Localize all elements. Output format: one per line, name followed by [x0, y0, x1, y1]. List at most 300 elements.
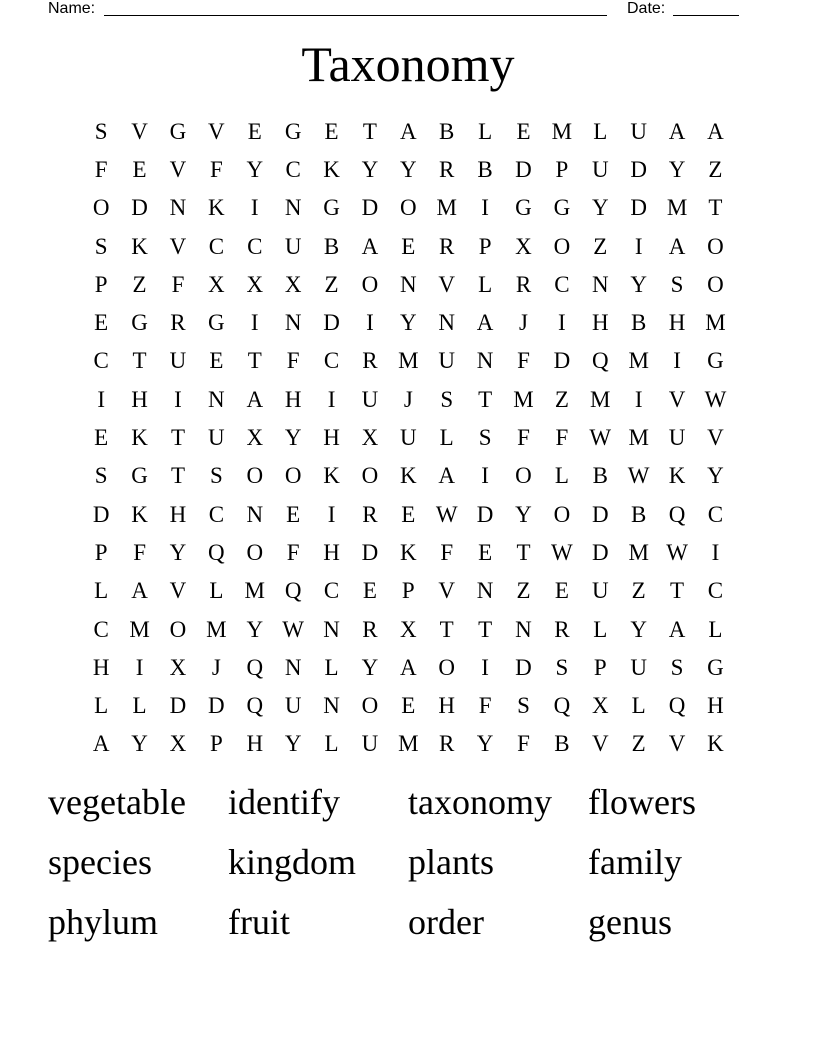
- grid-letter: C: [554, 271, 570, 297]
- grid-letter: I: [481, 195, 489, 221]
- grid-letter: C: [323, 578, 340, 604]
- word-list-item: fruit: [228, 902, 290, 942]
- grid-letter: O: [515, 463, 532, 489]
- grid-letter: M: [244, 578, 265, 604]
- grid-letter: B: [630, 310, 647, 336]
- grid-letter: X: [591, 693, 609, 719]
- grid-letter: E: [94, 425, 109, 451]
- grid-letter: W: [627, 463, 650, 489]
- grid-letter: Q: [208, 539, 225, 565]
- grid-letter: N: [400, 271, 417, 297]
- grid-letter: E: [209, 348, 224, 374]
- grid-letter: O: [361, 693, 379, 719]
- grid-letter: N: [591, 271, 609, 297]
- grid-letter: F: [517, 425, 530, 451]
- grid-letter: D: [630, 195, 647, 221]
- grid-letter: S: [94, 233, 108, 259]
- grid-letter: E: [401, 693, 416, 719]
- grid-letter: L: [593, 118, 608, 144]
- grid-letter: B: [630, 501, 647, 527]
- grid-letter: O: [553, 233, 571, 259]
- grid-letter: E: [132, 156, 147, 182]
- grid-letter: U: [438, 348, 456, 374]
- grid-letter: V: [438, 578, 456, 604]
- grid-letter: G: [707, 654, 724, 680]
- grid-letter: L: [94, 693, 109, 719]
- grid-letter: L: [324, 731, 339, 757]
- grid-letter: A: [246, 386, 264, 412]
- grid-letter: R: [362, 616, 378, 642]
- grid-letter: I: [673, 348, 681, 374]
- grid-letter: Y: [630, 616, 647, 642]
- grid-letter: N: [476, 578, 494, 604]
- grid-letter: X: [284, 271, 302, 297]
- grid-letter: F: [478, 693, 492, 719]
- word-list-item: plants: [408, 842, 494, 882]
- grid-letter: P: [555, 156, 569, 182]
- grid-letter: H: [323, 539, 340, 565]
- grid-letter: R: [170, 310, 186, 336]
- grid-letter: L: [132, 693, 147, 719]
- grid-letter: A: [668, 233, 686, 259]
- grid-letter: B: [592, 463, 608, 489]
- grid-letter: B: [323, 233, 340, 259]
- grid-letter: Y: [246, 616, 264, 642]
- grid-letter: U: [591, 156, 609, 182]
- grid-letter: D: [92, 501, 110, 527]
- grid-letter: J: [519, 310, 528, 336]
- grid-letter: I: [174, 386, 182, 412]
- grid-letter: H: [131, 386, 148, 412]
- word-list-item: species: [48, 842, 152, 882]
- grid-letter: T: [247, 348, 262, 374]
- grid-letter: C: [323, 348, 340, 374]
- grid-letter: D: [323, 310, 340, 336]
- grid-letter: L: [94, 578, 109, 604]
- grid-letter: P: [209, 731, 223, 757]
- grid-letter: J: [211, 654, 221, 680]
- grid-letter: A: [707, 118, 724, 144]
- grid-letter: V: [169, 233, 187, 259]
- grid-letter: T: [132, 348, 147, 374]
- grid-letter: K: [208, 195, 225, 221]
- word-list-item: flowers: [588, 782, 696, 822]
- grid-letter: Y: [707, 463, 724, 489]
- grid-letter: R: [362, 348, 378, 374]
- grid-letter: C: [93, 616, 109, 642]
- grid-letter: V: [208, 118, 225, 144]
- grid-letter: H: [92, 654, 110, 680]
- grid-letter: F: [171, 271, 185, 297]
- grid-letter: E: [286, 501, 301, 527]
- grid-letter: I: [558, 310, 566, 336]
- grid-letter: S: [440, 386, 454, 412]
- grid-letter: K: [668, 463, 686, 489]
- grid-letter: G: [323, 195, 340, 221]
- word-list-item: identify: [228, 782, 340, 822]
- grid-letter: M: [398, 731, 419, 757]
- grid-letter: T: [439, 616, 454, 642]
- grid-letter: N: [284, 195, 302, 221]
- grid-letter: Z: [631, 578, 646, 604]
- grid-letter: V: [591, 731, 609, 757]
- grid-letter: N: [208, 386, 225, 412]
- grid-letter: W: [666, 539, 688, 565]
- grid-letter: O: [400, 195, 417, 221]
- grid-letter: Q: [591, 348, 609, 374]
- grid-letter: T: [670, 578, 685, 604]
- grid-letter: T: [478, 386, 493, 412]
- grid-letter: Y: [361, 654, 379, 680]
- grid-letter: C: [208, 233, 225, 259]
- grid-letter: O: [92, 195, 110, 221]
- grid-letter: O: [361, 463, 379, 489]
- grid-letter: S: [209, 463, 223, 489]
- page-title: Taxonomy: [301, 36, 515, 92]
- grid-letter: U: [361, 731, 379, 757]
- grid-letter: I: [634, 233, 643, 259]
- grid-letter: R: [515, 271, 532, 297]
- grid-letter: A: [668, 118, 686, 144]
- grid-letter: O: [707, 233, 724, 259]
- grid-letter: V: [169, 578, 187, 604]
- grid-letter: U: [668, 425, 686, 451]
- grid-letter: Y: [284, 731, 302, 757]
- grid-letter: Y: [284, 425, 302, 451]
- grid-letter: Y: [515, 501, 532, 527]
- grid-letter: G: [284, 118, 302, 144]
- grid-letter: M: [628, 425, 649, 451]
- grid-letter: U: [284, 233, 302, 259]
- grid-letter: F: [440, 539, 454, 565]
- grid-letter: N: [246, 501, 264, 527]
- grid-letter: P: [401, 578, 415, 604]
- grid-letter: P: [94, 539, 108, 565]
- grid-letter: N: [323, 616, 340, 642]
- grid-letter: A: [361, 233, 379, 259]
- grid-letter: I: [135, 654, 144, 680]
- grid-letter: N: [284, 310, 302, 336]
- date-line: [673, 15, 739, 16]
- grid-letter: L: [708, 616, 723, 642]
- grid-letter: M: [129, 616, 150, 642]
- grid-letter: E: [516, 118, 531, 144]
- grid-letter: X: [169, 731, 187, 757]
- grid-letter: V: [438, 271, 456, 297]
- grid-letter: H: [169, 501, 187, 527]
- grid-letter: R: [439, 731, 455, 757]
- grid-letter: V: [131, 118, 148, 144]
- grid-letter: T: [362, 118, 377, 144]
- grid-letter: Z: [708, 156, 723, 182]
- grid-letter: L: [631, 693, 646, 719]
- grid-letter: M: [206, 616, 227, 642]
- grid-letter: G: [553, 195, 571, 221]
- grid-letter: W: [551, 539, 573, 565]
- grid-letter: K: [323, 463, 340, 489]
- grid-letter: U: [361, 386, 379, 412]
- grid-letter: V: [169, 156, 187, 182]
- grid-letter: K: [400, 463, 417, 489]
- grid-letter: N: [476, 348, 494, 374]
- grid-letter: L: [478, 118, 493, 144]
- grid-letter: N: [169, 195, 187, 221]
- grid-letter: M: [398, 348, 419, 374]
- grid-letter: P: [94, 271, 108, 297]
- grid-letter: O: [284, 463, 302, 489]
- grid-letter: F: [133, 539, 146, 565]
- grid-letter: O: [246, 539, 264, 565]
- grid-letter: D: [208, 693, 225, 719]
- grid-letter: Q: [553, 693, 571, 719]
- grid-letter: W: [282, 616, 304, 642]
- grid-letter: Y: [361, 156, 379, 182]
- grid-letter: G: [515, 195, 532, 221]
- grid-letter: D: [515, 156, 532, 182]
- grid-letter: T: [478, 616, 493, 642]
- grid-letter: N: [515, 616, 532, 642]
- grid-letter: O: [361, 271, 379, 297]
- grid-letter: M: [513, 386, 534, 412]
- grid-letter: S: [555, 654, 569, 680]
- grid-letter: X: [361, 425, 379, 451]
- grid-letter: O: [246, 463, 264, 489]
- grid-letter: R: [439, 233, 455, 259]
- grid-letter: M: [628, 539, 649, 565]
- grid-letter: Y: [476, 731, 494, 757]
- grid-letter: D: [515, 654, 532, 680]
- grid-letter: F: [209, 156, 223, 182]
- grid-letter: X: [208, 271, 225, 297]
- grid-letter: Q: [284, 578, 302, 604]
- grid-letter: P: [478, 233, 492, 259]
- grid-letter: X: [246, 425, 264, 451]
- grid-letter: I: [250, 310, 259, 336]
- grid-letter: Y: [668, 156, 686, 182]
- grid-letter: L: [593, 616, 608, 642]
- grid-letter: J: [403, 386, 413, 412]
- grid-letter: M: [666, 195, 688, 221]
- grid-letter: H: [323, 425, 340, 451]
- grid-letter: W: [435, 501, 458, 527]
- grid-letter: O: [169, 616, 187, 642]
- grid-letter: P: [593, 654, 607, 680]
- grid-letter: Z: [554, 386, 569, 412]
- grid-letter: G: [208, 310, 225, 336]
- grid-letter: D: [169, 693, 187, 719]
- grid-letter: N: [323, 693, 340, 719]
- grid-letter: S: [94, 118, 108, 144]
- grid-letter: E: [401, 233, 416, 259]
- grid-letter: Y: [246, 156, 264, 182]
- grid-letter: D: [591, 501, 609, 527]
- grid-letter: S: [478, 425, 492, 451]
- grid-letter: K: [400, 539, 417, 565]
- grid-letter: F: [94, 156, 108, 182]
- grid-letter: K: [131, 501, 148, 527]
- word-list-item: taxonomy: [408, 782, 552, 822]
- word-list-item: family: [588, 842, 682, 882]
- grid-letter: N: [438, 310, 456, 336]
- grid-letter: T: [516, 539, 531, 565]
- grid-letter: K: [323, 156, 340, 182]
- grid-letter: S: [670, 654, 684, 680]
- grid-letter: H: [707, 693, 724, 719]
- grid-letter: I: [711, 539, 720, 565]
- grid-letter: C: [707, 578, 724, 604]
- grid-letter: I: [250, 195, 259, 221]
- grid-letter: Y: [591, 195, 609, 221]
- grid-letter: F: [517, 731, 530, 757]
- grid-letter: I: [327, 386, 336, 412]
- grid-letter: E: [401, 501, 416, 527]
- grid-letter: H: [284, 386, 302, 412]
- grid-letter: M: [590, 386, 611, 412]
- word-list-item: vegetable: [48, 782, 186, 822]
- grid-letter: B: [554, 731, 570, 757]
- grid-letter: D: [361, 539, 379, 565]
- grid-letter: U: [169, 348, 187, 374]
- grid-letter: F: [517, 348, 530, 374]
- grid-letter: U: [630, 118, 647, 144]
- grid-letter: F: [555, 425, 569, 451]
- grid-letter: D: [361, 195, 379, 221]
- grid-letter: A: [476, 310, 494, 336]
- grid-letter: L: [324, 654, 339, 680]
- grid-letter: U: [400, 425, 417, 451]
- grid-letter: Y: [400, 310, 417, 336]
- grid-letter: C: [208, 501, 225, 527]
- grid-letter: D: [553, 348, 571, 374]
- grid-letter: T: [170, 463, 185, 489]
- grid-letter: E: [362, 578, 377, 604]
- word-list: [48, 778, 768, 958]
- grid-letter: R: [439, 156, 455, 182]
- grid-letter: M: [705, 310, 726, 336]
- grid-letter: E: [94, 310, 109, 336]
- grid-letter: B: [439, 118, 455, 144]
- grid-letter: U: [208, 425, 225, 451]
- grid-letter: I: [327, 501, 336, 527]
- word-list-item: order: [408, 902, 484, 942]
- grid-letter: K: [707, 731, 724, 757]
- grid-letter: T: [170, 425, 185, 451]
- grid-letter: U: [591, 578, 609, 604]
- grid-letter: M: [436, 195, 457, 221]
- grid-letter: E: [554, 578, 569, 604]
- grid-letter: T: [708, 195, 723, 221]
- grid-letter: K: [131, 233, 148, 259]
- grid-letter: F: [286, 348, 300, 374]
- grid-letter: L: [209, 578, 224, 604]
- grid-letter: B: [477, 156, 493, 182]
- grid-letter: L: [554, 463, 569, 489]
- grid-letter: A: [92, 731, 110, 757]
- grid-letter: O: [707, 271, 724, 297]
- grid-letter: G: [131, 463, 148, 489]
- name-label: Name:: [48, 0, 96, 17]
- word-list-item: genus: [588, 902, 672, 942]
- grid-letter: G: [707, 348, 724, 374]
- grid-letter: Q: [246, 654, 264, 680]
- grid-letter: O: [438, 654, 456, 680]
- grid-letter: E: [478, 539, 493, 565]
- worksheet-header: [48, 0, 748, 20]
- grid-letter: R: [362, 501, 378, 527]
- grid-letter: C: [247, 233, 263, 259]
- grid-letter: E: [247, 118, 262, 144]
- grid-letter: Y: [630, 271, 647, 297]
- grid-letter: I: [97, 386, 106, 412]
- grid-letter: Y: [400, 156, 417, 182]
- grid-letter: D: [131, 195, 148, 221]
- grid-letter: L: [439, 425, 454, 451]
- grid-letter: D: [630, 156, 647, 182]
- grid-letter: Q: [668, 693, 686, 719]
- grid-letter: F: [286, 539, 300, 565]
- grid-letter: A: [131, 578, 148, 604]
- grid-letter: V: [668, 386, 686, 412]
- grid-letter: C: [285, 156, 301, 182]
- word-list-item: kingdom: [228, 842, 357, 882]
- grid-letter: U: [284, 693, 302, 719]
- date-label: Date:: [627, 0, 666, 17]
- grid-letter: W: [704, 386, 727, 412]
- grid-letter: H: [668, 310, 686, 336]
- grid-letter: S: [670, 271, 684, 297]
- grid-letter: H: [438, 693, 456, 719]
- grid-letter: I: [481, 654, 489, 680]
- grid-letter: M: [551, 118, 573, 144]
- name-line: [104, 15, 607, 16]
- grid-letter: H: [246, 731, 264, 757]
- grid-letter: A: [668, 616, 686, 642]
- grid-letter: M: [628, 348, 649, 374]
- word-list-item: phylum: [48, 902, 159, 942]
- grid-letter: R: [554, 616, 570, 642]
- grid-letter: Q: [668, 501, 686, 527]
- grid-letter: Z: [593, 233, 608, 259]
- grid-letter: C: [707, 501, 724, 527]
- grid-letter: A: [438, 463, 456, 489]
- grid-letter: Y: [169, 539, 187, 565]
- grid-letter: N: [284, 654, 302, 680]
- grid-letter: Z: [324, 271, 339, 297]
- grid-letter: X: [169, 654, 187, 680]
- grid-letter: S: [517, 693, 530, 719]
- grid-letter: Z: [516, 578, 531, 604]
- grid-letter: H: [591, 310, 609, 336]
- grid-letter: X: [515, 233, 532, 259]
- grid-letter: A: [400, 654, 417, 680]
- grid-letter: Z: [132, 271, 147, 297]
- grid-letter: L: [478, 271, 493, 297]
- grid-letter: E: [324, 118, 339, 144]
- grid-letter: X: [400, 616, 417, 642]
- grid-letter: K: [131, 425, 148, 451]
- grid-letter: I: [634, 386, 643, 412]
- grid-letter: G: [131, 310, 148, 336]
- grid-letter: D: [591, 539, 609, 565]
- grid-letter: O: [553, 501, 571, 527]
- grid-letter: V: [668, 731, 686, 757]
- grid-letter: A: [400, 118, 417, 144]
- grid-letter: Q: [246, 693, 264, 719]
- grid-letter: I: [481, 463, 489, 489]
- letter-grid: [82, 112, 735, 763]
- grid-letter: G: [169, 118, 187, 144]
- grid-letter: C: [93, 348, 109, 374]
